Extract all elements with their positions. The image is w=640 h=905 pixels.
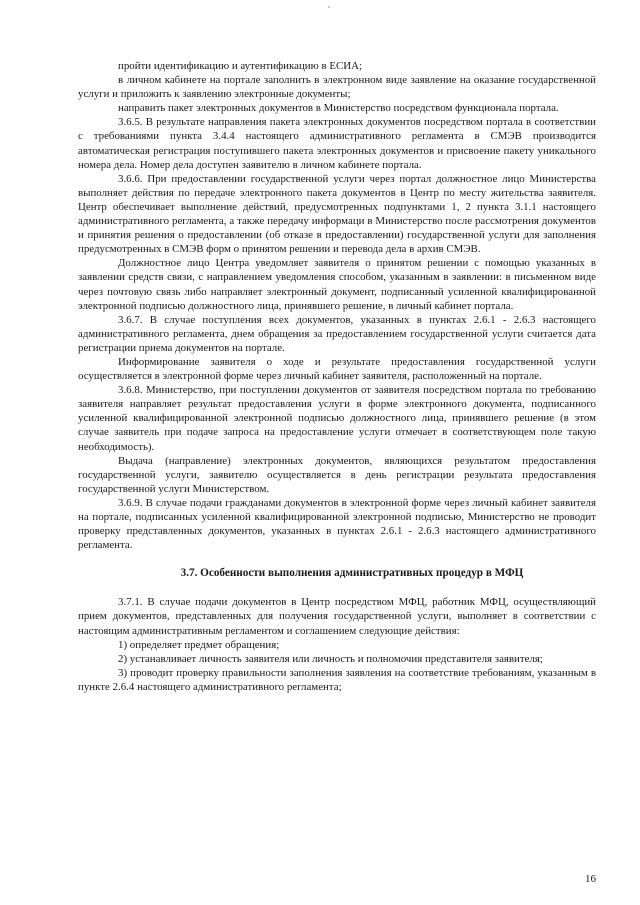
paragraph: в личном кабинете на портале заполнить в электронном виде заявление на оказание государственной услуги и приложить к заявлению электронные документы; (78, 74, 596, 101)
paragraph: 3.6.9. В случае подачи гражданами документов в электронной форме через личный кабинет заявителя на портале, подписанных усиленной квалифицированной электронной подписью, Министерство не проводит проверку представленных документов, указанных в пунктах 2.6.1 - 2.6.3 настоящего административного регламента. (78, 496, 596, 552)
paragraph: 3.6.7. В случае поступления всех документов, указанных в пунктах 2.6.1 - 2.6.3 настоящего административного регламента, днем обращения за предоставлением государственной услуги считается дата регистрации приема документов на портале. (78, 313, 596, 354)
document-body (78, 59, 596, 694)
paragraph: направить пакет электронных документов в Министерство посредством функционала портала. (118, 102, 559, 115)
paragraph: 3) проводит проверку правильности заполнения заявления на соответствие требованиям, указанным в пункте 2.6.4 настоящего административного регламента; (78, 666, 596, 693)
page-number: 16 (585, 873, 596, 885)
scan-mark (328, 6, 330, 8)
paragraph: пройти идентификацию и аутентификацию в ЕСИА; (118, 60, 363, 72)
paragraph: 3.6.6. При предоставлении государственной услуги через портал должностное лицо Министерства выполняет действия по передаче электронного пакета документов в Центр по месту жительства заявителя. Центр обеспечивает выполнение действий, предусмотренных подпунктами 1, 2 пункта 3.1.1 настоящего административного регламента, а также передачу информаци в Министерство после рассмотрения документов и принятия решения о предоставлении (об отказе в предоставлении) государственной услуги для заполнения предусмотренных в СМЭВ форм о принятом решении и перевода дела в архив СМЭВ. (78, 172, 596, 256)
section-heading: 3.7. Особенности выполнения административных процедур в МФЦ (180, 567, 524, 580)
paragraph: 1) определяет предмет обращения; (118, 638, 280, 651)
paragraph: Должностное лицо Центра уведомляет заявителя о принятом решении с помощью указанных в заявлении средств связи, с направлением уведомления способом, указанным в заявлении: в письменном виде через почтовую связь либо направляет электронный документ, подписанный усиленной квалифицированной электронной подписью должностного лица, принявшего решение, в личный кабинет портала. (78, 257, 596, 312)
paragraph: 2) устанавливает личность заявителя или личность и полномочия представителя заявителя; (118, 652, 543, 665)
paragraph: 3.6.5. В результате направления пакета электронных документов посредством портала в соответствии с требованиями пункта 3.4.4 настоящего административного регламента в СМЭВ производится автоматическая регистрация поступившего пакета электронных документов и присвоение пакету уникального номера дела. Номер дела доступен заявителю в личном кабинете портала. (78, 116, 596, 171)
paragraph: 3.7.1. В случае подачи документов в Центр посредством МФЦ, работник МФЦ, осуществляющий прием документов, представленных для получения государственной услуги, выполняет в соответствии с настоящим административным регламентом и соглашением следующие действия: (78, 596, 596, 637)
paragraph: 3.6.8. Министерство, при поступлении документов от заявителя посредством портала по требованию заявителя направляет результат предоставления услуги в форме электронного документа, подписанного усиленной квалифицированной электронной подписью должностного лица, принявшего решение (в этом случае заявитель при подаче запроса на предоставление услуги отмечает в соответствующем поле такую необходимость). (78, 384, 596, 453)
paragraph: Информирование заявителя о ходе и результате предоставления государственной услуги осуществляется в электронной форме через личный кабинет заявителя, расположенный на портале. (78, 355, 596, 383)
paragraph: Выдача (направление) электронных документов, являющихся результатом предоставления государственной услуги, заявителю осуществляется в день регистрации результата предоставления государственной услуги Министерством. (78, 454, 596, 495)
